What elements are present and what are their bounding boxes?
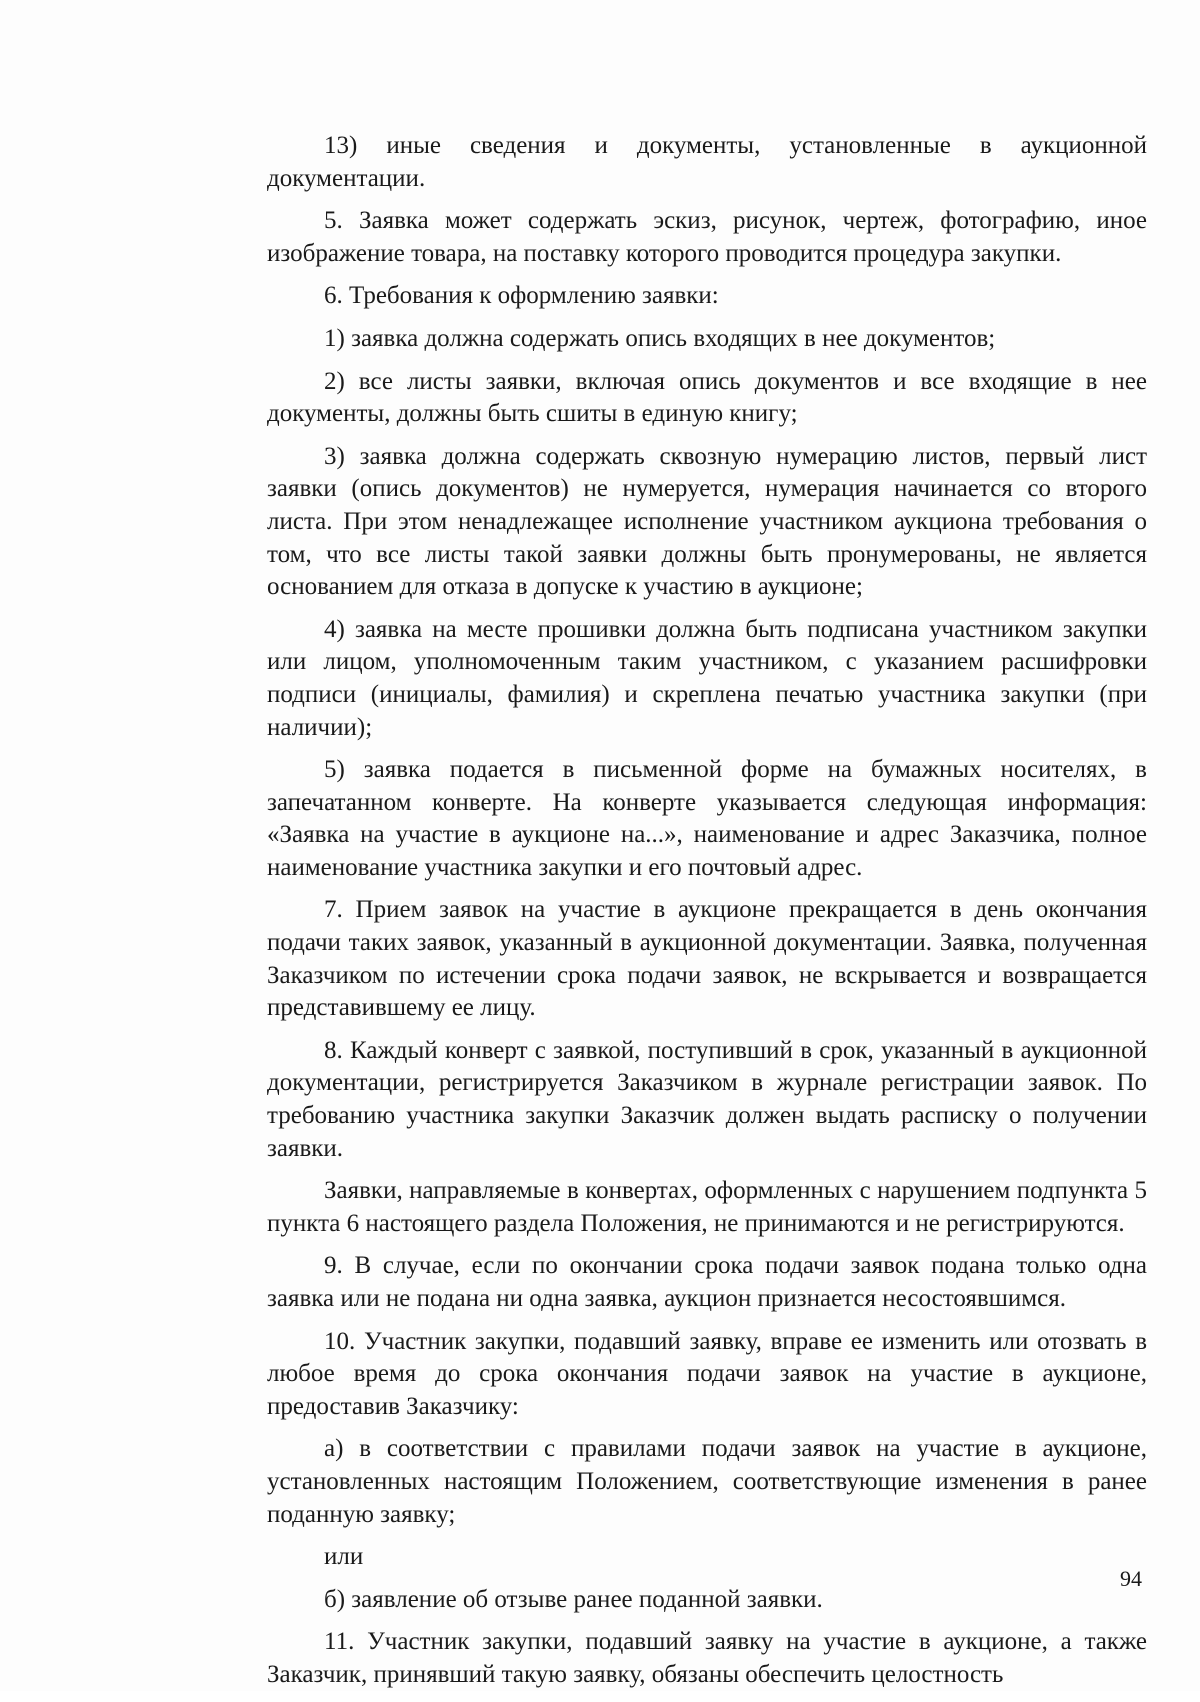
paragraph-subitem-3: 3) заявка должна содержать сквозную нумерацию листов, первый лист заявки (опись документов) не нумеруется, нумерация начинается со второго листа. При этом ненадлежащее исполнение участником аукциона требования о том, что все листы такой заявки должны быть пронумерованы, не является основанием для отказа в допуске к участию в аукционе; (267, 442, 1147, 601)
paragraph-clause-7: 7. Прием заявок на участие в аукционе прекращается в день окончания подачи таких заявок, указанный в аукционной документации. Заявка, полученная Заказчиком по истечении срока подачи заявок, не вскрывается и возвращается представившему ее лицу. (267, 896, 1147, 1022)
paragraph-clause-10: 10. Участник закупки, подавший заявку, вправе ее изменить или отозвать в любое время до срока окончания подачи заявок на участие в аукционе, предоставив Заказчику: (267, 1327, 1147, 1420)
paragraph-clause-5: 5. Заявка может содержать эскиз, рисунок, чертеж, фотографию, иное изображение товара, на поставку которого проводится процедура закупки. (267, 207, 1147, 267)
paragraph-clause-6: 6. Требования к оформлению заявки: (324, 282, 719, 310)
paragraph-clause-9: 9. В случае, если по окончании срока подачи заявок подана только одна заявка или не подана ни одна заявка, аукцион признается несостоявшимся. (267, 1252, 1147, 1312)
paragraph-subitem-a: а) в соответствии с правилами подачи заявок на участие в аукционе, установленных настоящим Положением, соответствующие изменения в ранее поданную заявку; (267, 1435, 1147, 1528)
document-body (267, 130, 1147, 1702)
paragraph-subitem-b: б) заявление об отзыве ранее поданной заявки. (324, 1585, 823, 1613)
paragraph-envelope-violation: Заявки, направляемые в конвертах, оформленных с нарушением подпункта 5 пункта 6 настоящего раздела Положения, не принимаются и не регистрируются. (267, 1177, 1147, 1237)
paragraph-subitem-4: 4) заявка на месте прошивки должна быть подписана участником закупки или лицом, уполномоченным таким участником, с указанием расшифровки подписи (инициалы, фамилия) и скреплена печатью участника закупки (при наличии); (267, 615, 1147, 741)
paragraph-clause-8: 8. Каждый конверт с заявкой, поступивший в срок, указанный в аукционной документации, регистрируется Заказчиком в журнале регистрации заявок. По требованию участника закупки Заказчик должен выдать расписку о получении заявки. (267, 1036, 1147, 1162)
paragraph-item-13: 13) иные сведения и документы, установленные в аукционной документации. (267, 132, 1147, 192)
paragraph-clause-11: 11. Участник закупки, подавший заявку на участие в аукционе, а также Заказчик, принявший такую заявку, обязаны обеспечить целостность (267, 1628, 1147, 1688)
paragraph-subitem-5: 5) заявка подается в письменной форме на бумажных носителях, в запечатанном конверте. На конверте указывается следующая информация: «Заявка на участие в аукционе на...», наименование и адрес Заказчика, полное наименование участника закупки и его почтовый адрес. (267, 756, 1147, 881)
page-number: 94 (1120, 1566, 1142, 1591)
paragraph-subitem-1: 1) заявка должна содержать опись входящих в нее документов; (324, 324, 996, 352)
paragraph-subitem-2: 2) все листы заявки, включая опись документов и все входящие в нее документы, должны быть сшиты в единую книгу; (267, 367, 1147, 428)
paragraph-or: или (324, 1543, 364, 1571)
